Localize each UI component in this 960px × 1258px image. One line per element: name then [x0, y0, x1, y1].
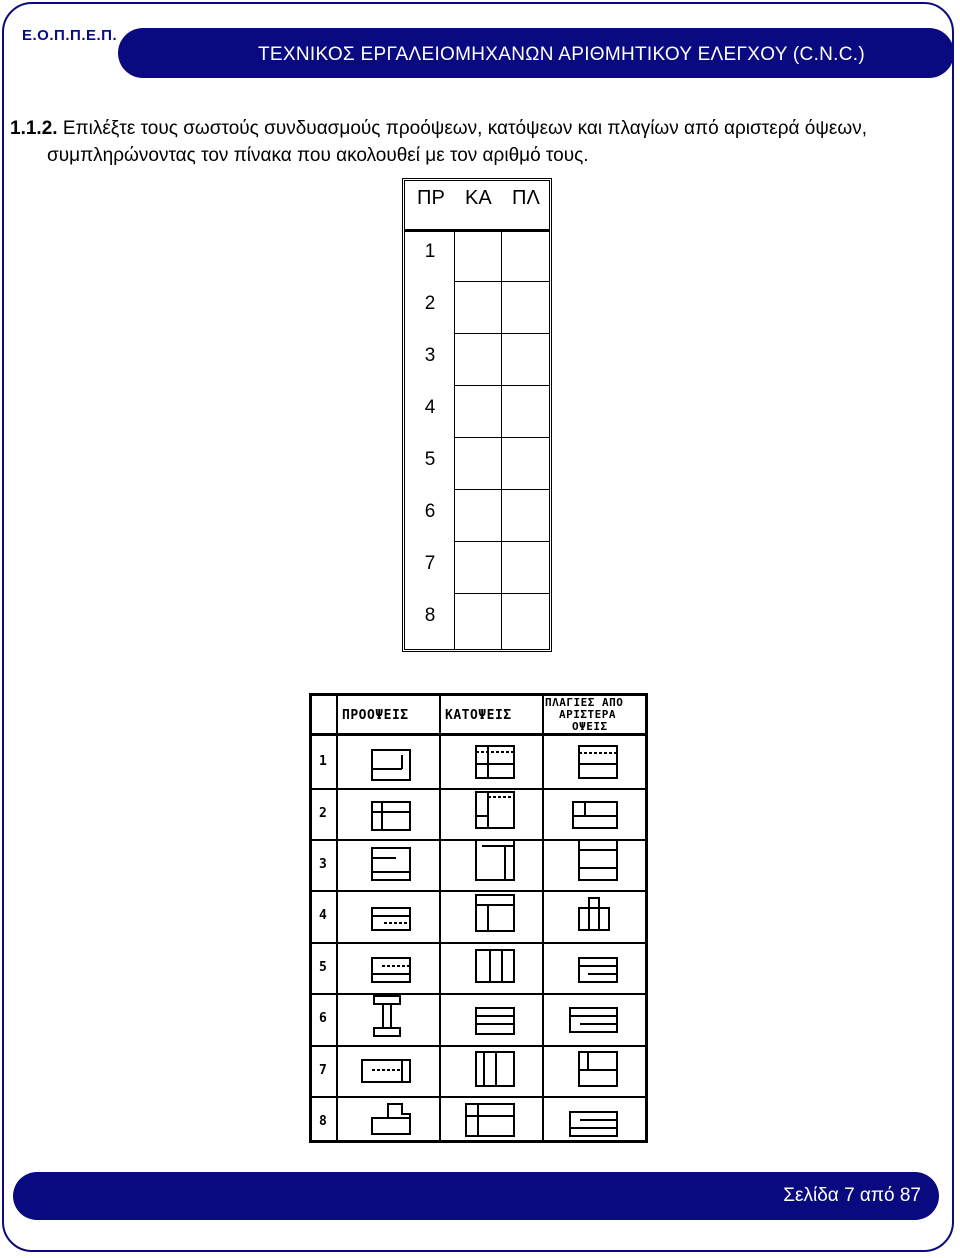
views-row-number: 3 — [319, 857, 327, 872]
views-row-number: 1 — [319, 754, 327, 769]
views-row-number: 2 — [319, 806, 327, 821]
answer-row-number: 4 — [424, 397, 436, 418]
drawing-top-1 — [476, 746, 514, 778]
answer-row-number: 6 — [424, 501, 436, 522]
drawing-top-4 — [476, 895, 514, 931]
drawing-side-5 — [579, 958, 617, 982]
question-line-1: Επιλέξτε τους σωστούς συνδυασμούς προόψεων, κατόψεων και πλαγίων από αριστερά όψεων, — [62, 118, 867, 139]
views-row-number: 8 — [319, 1114, 327, 1129]
drawing-front-1 — [372, 750, 410, 780]
views-row-number: 6 — [319, 1011, 327, 1026]
drawing-front-8 — [372, 1104, 410, 1134]
answer-header-pl: ΠΛ — [512, 187, 540, 209]
views-row-number: 4 — [319, 908, 327, 923]
drawing-top-6 — [476, 1008, 514, 1034]
drawing-top-5 — [476, 950, 514, 982]
answer-header-ka: ΚΑ — [465, 187, 492, 209]
drawing-side-6 — [570, 1008, 617, 1032]
answer-row-number: 2 — [424, 293, 436, 314]
drawing-front-4 — [372, 908, 410, 930]
header-title: ΤΕΧΝΙΚΟΣ ΕΡΓΑΛΕΙΟΜΗΧΑΝΩΝ ΑΡΙΘΜΗΤΙΚΟΥ ΕΛΕΓΧΟΥ (C.N.C.) — [258, 44, 865, 65]
views-row-number: 5 — [319, 960, 327, 975]
views-header-side-2: ΑΡΙΣΤΕΡΑ — [559, 708, 616, 721]
drawing-front-7 — [362, 1060, 410, 1082]
answer-row-number: 3 — [424, 345, 436, 366]
page-number: Σελίδα 7 από 87 — [783, 1185, 921, 1206]
views-header-top: ΚΑΤΟΨΕΙΣ — [445, 708, 512, 723]
views-header-side-1: ΠΛΑΓΙΕΣ ΑΠΟ — [545, 696, 624, 709]
drawing-top-8 — [466, 1104, 514, 1136]
answer-row-number: 7 — [424, 553, 436, 574]
views-row-number: 7 — [319, 1063, 327, 1078]
drawing-top-7 — [476, 1052, 514, 1086]
drawing-side-2 — [573, 802, 617, 828]
drawing-front-6 — [374, 996, 400, 1036]
footer-bar — [13, 1172, 939, 1220]
org-name: Ε.Ο.Π.Π.Ε.Π. — [22, 27, 118, 44]
views-header-side-3: ΟΨΕΙΣ — [572, 720, 608, 733]
drawing-top-3 — [476, 840, 514, 880]
answer-header-pr: ΠΡ — [417, 187, 445, 209]
views-header-front: ΠΡΟΟΨΕΙΣ — [342, 708, 409, 723]
drawing-front-5 — [372, 958, 410, 982]
drawing-side-8 — [570, 1112, 617, 1136]
question-line-2: συμπληρώνοντας τον πίνακα που ακολουθεί με τον αριθμό τους. — [47, 145, 589, 166]
drawing-side-3 — [579, 840, 617, 880]
drawing-side-1 — [579, 746, 617, 778]
drawing-side-7 — [579, 1052, 617, 1086]
question-number: 1.1.2. — [10, 118, 58, 139]
drawing-front-2 — [372, 802, 410, 830]
drawing-front-3 — [372, 848, 410, 880]
drawing-side-4 — [579, 898, 609, 930]
drawing-top-2 — [476, 792, 514, 828]
answer-row-number: 8 — [424, 605, 436, 626]
answer-row-number: 5 — [424, 449, 436, 470]
answer-row-number: 1 — [424, 241, 436, 262]
